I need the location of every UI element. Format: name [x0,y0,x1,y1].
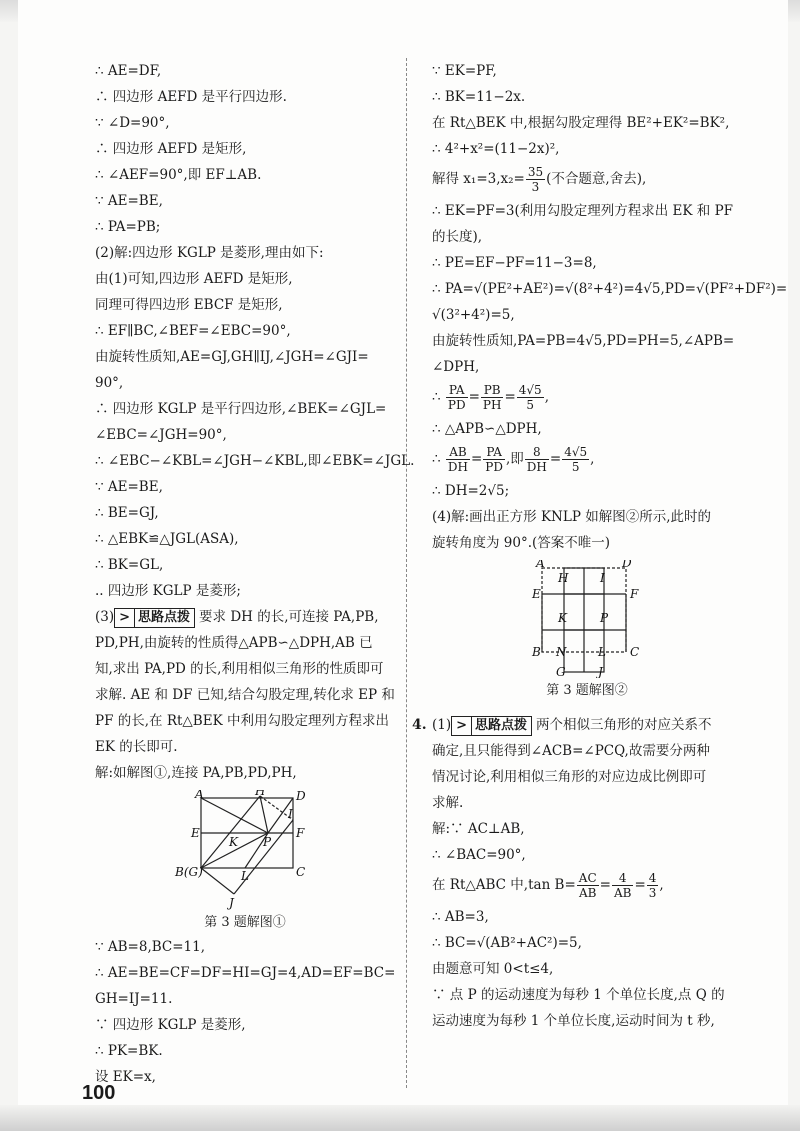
text-line: ∴ BK=11−2x. [432,89,526,105]
tan-line: 在 Rt△ABC 中,tan B= $\frac{AC}{AB}$ = $\frac{4}{AB}$ = $\frac{4}{3}$ , [432,871,664,900]
roots-prefix: 解得 x₁=3,x₂= [432,171,525,187]
text-line: 同理可得四边形 EBCF 是矩形, [95,297,283,313]
frac-num: 4√5 [564,445,588,459]
text-line: ∴ △EBK≌△JGL(ASA), [95,531,239,547]
label-b: B [532,645,541,659]
roots-suffix: (不合题意,舍去), [546,171,647,187]
label-bg: B(G) [175,865,203,879]
text-line: ∴ ∠AEF=90°,即 EF⊥AB. [95,167,262,183]
label-i: I [288,807,293,821]
label-e: E [532,587,541,601]
text-line: ∵ 点 P 的运动速度为每秒 1 个单位长度,点 Q 的 [432,987,725,1003]
tip-badge [114,608,195,628]
text-line: 旋转角度为 90°.(答案不唯一) [432,535,611,551]
text-line: ∴ PK=BK. [95,1043,163,1059]
text-line: ∴ AB=3, [432,909,489,925]
text-line: ∴ BE=GJ, [95,505,159,521]
text-line: ∴ 四边形 AEFD 是矩形, [95,141,247,157]
frac-ab-dh [446,445,470,474]
fraction-35-3 [526,165,545,194]
label-c: C [296,865,306,879]
left-lines-b [95,934,395,1090]
frac-4sqrt5-5 [562,445,589,474]
figure-2-caption: 第 3 题解图② [546,683,628,698]
label-e: E [191,826,200,840]
tip-badge [451,716,532,736]
text-line: ∴ 四边形 AEFD 是平行四边形. [95,89,287,105]
text-line: ∴ 4²+x²=(11−2x)², [432,141,560,157]
text-line: 由旋转性质知,PA=PB=4√5,PD=PH=5,∠APB= [432,333,735,349]
frac-num: PB [481,383,504,398]
text-line: 90°, [95,375,124,391]
arrow-icon: > [452,717,472,735]
tip4-first: 两个相似三角形的对应关系不 [536,717,712,733]
frac-num: 4 [648,871,657,885]
text-line: ∴ AE=BE=CF=DF=HI=GJ=4,AD=EF=BC= [95,965,396,981]
label-l: L [241,869,249,883]
frac-den: DH [447,460,468,474]
text-line: 在 Rt△BEK 中,根据勾股定理得 BE²+EK²=BK², [432,115,730,131]
text-line: ∴ 四边形 KGLP 是平行四边形,∠BEK=∠GJL= [95,401,387,417]
solve3-line: 解:如解图①,连接 PA,PB,PD,PH, [95,765,297,781]
figure-2-diagram [432,560,742,678]
frac-ac-ab [577,871,599,900]
frac-pa-pd [483,445,505,474]
figure-2 [432,560,742,678]
ratio2-line: ∴ $\frac{AB}{DH}$ = $\frac{PA}{PD}$ ,即 $\frac{8}{DH}$ = $\frac{4√5}{5}$ , [432,445,595,474]
label-h: H [255,790,266,798]
frac-4-ab [612,871,633,900]
text-line: (4)解:画出正方形 KNLP 如解图②所示,此时的 [432,509,711,525]
frac-den: PD [447,398,466,412]
text-line: ∴ EK=PF=3(利用勾股定理列方程求出 EK 和 PF [432,203,734,219]
text-line: ∴ AE=DF, [95,63,162,79]
tip3-line [95,604,395,630]
similar-line: ∴ △APB∽△DPH, [432,421,542,437]
text-line: ∴ PA=PB; [95,219,161,235]
text-line: PF 的长,在 Rt△BEK 中利用勾股定理列方程求出 [95,713,389,729]
text-line: ∵ AB=8,BC=11, [95,939,206,955]
right-lines-b [432,198,788,380]
label-f: F [630,587,639,601]
bottom-edge-shadow [0,1105,800,1131]
tip4-line [412,712,742,738]
frac-num: AC [578,871,597,885]
text-line: 设 EK=x, [95,1069,156,1085]
text-line: 求解. [432,795,464,811]
frac-4sqrt5-5 [517,383,544,412]
tan-prefix: 在 Rt△ABC 中,tan B= [432,877,576,893]
tip-label: 思路点拨 [475,718,528,733]
text-line: ∴ EF∥BC,∠BEF=∠EBC=90°, [95,323,291,339]
text-line: 解:∵ AC⊥AB, [432,821,525,837]
text-line: ∴ ∠EBC−∠KBL=∠JGH−∠KBL,即∠EBK=∠JGL. [95,453,415,469]
right-lines-c [432,504,742,556]
frac-num: PA [483,445,505,460]
page-number: 100 [82,1082,116,1104]
text-line: √(3²+4²)=5, [432,307,515,323]
label-j: J [229,896,234,910]
frac-den: AB [613,886,632,900]
therefore-sign: ∴ [432,389,441,405]
text-line: ∵ AE=BE, [95,479,163,495]
frac-den: PD [485,460,503,474]
text-line: ∵ AE=BE, [95,193,163,209]
text-line: ∵ EK=PF, [432,63,497,79]
label-a: A [536,560,545,570]
text-line: 求解. AE 和 DF 已知,结合勾股定理,转化求 EP 和 [95,687,395,703]
text-line: (2)解:四边形 KGLP 是菱形,理由如下: [95,245,324,261]
label-f: F [296,826,305,840]
frac-den: DH [526,460,547,474]
left-column [95,58,415,1090]
frac-pb-ph [481,383,504,412]
arrow-icon: > [115,609,135,627]
frac-denominator: 3 [531,180,540,194]
ratio1-line: ∴ $\frac{PA}{PD}$ = $\frac{PB}{PH}$ = $\frac{4√5}{5}$ , [432,383,549,412]
frac-pa-pd [446,383,468,412]
label-d: D [296,790,306,803]
text-line: ∴ PE=EF−PF=11−3=8, [432,255,597,271]
right-lines-d [432,816,742,868]
frac-den: 3 [648,886,657,900]
text-line: 知,求出 PA,PD 的长,利用相似三角形的性质即可 [95,661,384,677]
frac-4-3 [647,871,659,900]
tip4-prefix: (1) [432,717,452,733]
right-column [412,58,788,1034]
label-k: K [229,835,238,849]
roots-line [432,162,742,198]
tip4-lines [432,738,742,816]
question-4-number: 4. [412,717,427,733]
text-line: ∵ 四边形 KGLP 是菱形, [95,1017,246,1033]
text-line: 由旋转性质知,AE=GJ,GH∥IJ,∠JGH=∠GJI= [95,349,369,365]
frac-num: 8 [525,445,549,460]
text-line: PD,PH,由旋转的性质得△APB∽△DPH,AB 已 [95,635,373,651]
label-n: N [556,645,567,659]
frac-num: 4 [612,871,633,886]
column-divider [406,58,407,1088]
tip3-prefix: (3) [95,609,115,625]
frac-den: PH [482,398,502,412]
dh-line: ∴ DH=2√5; [432,483,510,499]
text-line: 确定,且只能得到∠ACB=∠PCQ,故需要分两种 [432,743,710,759]
text-line: 情况讨论,利用相似三角形的对应边成比例即可 [432,769,707,785]
frac-num: AB [446,445,470,460]
figure-1 [95,790,395,910]
ratio2-mid: ,即 [506,451,524,467]
ratio2-suffix: , [590,451,595,467]
label-a: A [195,790,204,801]
segment-ph [260,796,268,833]
label-p: P [263,835,272,849]
text-line: ∵ ∠D=90°, [95,115,170,131]
frac-num: PA [446,383,468,398]
text-line: 运动速度为每秒 1 个单位长度,运动时间为 t 秒, [432,1013,715,1029]
frac-den: 5 [526,398,535,412]
label-l: L [598,645,606,659]
label-j: J [598,665,603,678]
text-line: EK 的长即可. [95,739,178,755]
ratio1-suffix: , [544,389,549,405]
text-line: 的长度), [432,229,483,245]
label-k: K [558,611,567,625]
frac-numerator: 35 [527,165,544,179]
frac-num: 4√5 [518,383,542,397]
text-line: ∴ ∠BAC=90°, [432,847,526,863]
tip3-first: 要求 DH 的长,可连接 PA,PB, [199,609,379,625]
label-d: D [622,560,632,570]
label-g: G [556,665,566,678]
therefore-sign: ∴ [432,451,441,467]
tan-suffix: , [659,877,664,893]
text-line: .. 四边形 KGLP 是菱形; [95,583,241,599]
text-line: 由(1)可知,四边形 AEFD 是矩形, [95,271,293,287]
figure-1-caption: 第 3 题解图① [204,915,286,930]
tip-label: 思路点拨 [138,610,191,625]
segment-bh [201,796,260,868]
segment-jg [201,868,234,894]
left-lines-a [95,58,415,604]
text-line: ∴ BC=√(AB²+AC²)=5, [432,935,582,951]
text-line: ∴ PA=√(PE²+AE²)=√(8²+4²)=4√5,PD=√(PF²+DF²)= [432,281,788,297]
right-lines-a [432,58,742,162]
label-p: P [600,611,609,625]
text-line: ∠EBC=∠JGH=90°, [95,427,227,443]
text-line: ∴ BK=GL, [95,557,164,573]
label-i: I [600,571,605,585]
text-line: 由题意可知 0<t≤4, [432,961,554,977]
frac-8-dh [525,445,549,474]
label-h: H [558,571,569,585]
right-lines-e [432,904,742,1034]
frac-den: AB [578,886,597,900]
text-line: ∠DPH, [432,359,480,375]
figure-1-diagram [95,790,395,912]
frac-den: 5 [571,460,580,474]
label-c: C [630,645,640,659]
tip3-lines [95,630,395,760]
text-line: GH=IJ=11. [95,991,173,1007]
